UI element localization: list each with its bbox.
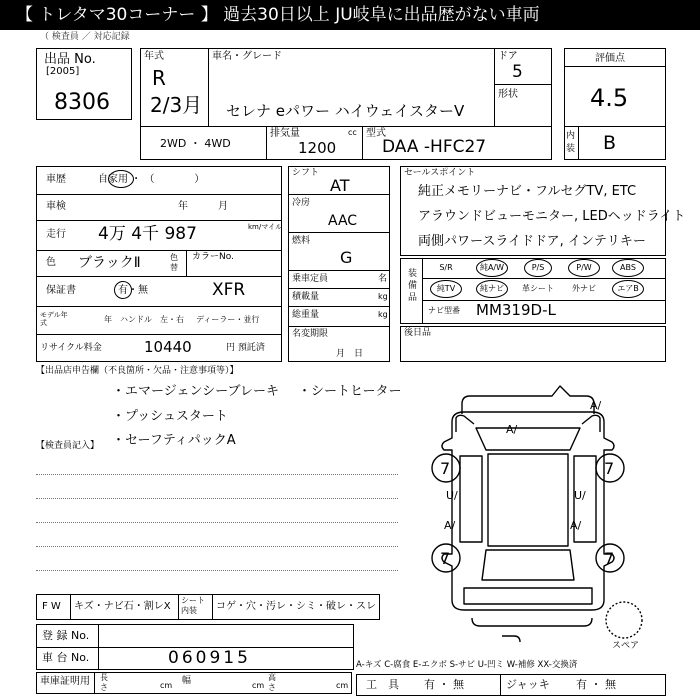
damage-mark: A/ [506, 423, 518, 436]
private-use-circle [108, 170, 134, 188]
capacity-label: 乗車定員 [292, 274, 329, 284]
spare-tire [606, 602, 642, 638]
recycle-fee: 10440 [144, 338, 192, 356]
equipment-circle [430, 280, 462, 298]
declaration-label: 【出品店申告欄（不良箇所・欠品・注意事項等）】 [36, 366, 239, 376]
equipment-item: ABS [620, 263, 636, 272]
year-era: R [152, 66, 166, 90]
seat-value: コゲ・穴・汚レ・シミ・破レ・スレ [216, 601, 376, 612]
tire-depth: 7 [440, 549, 451, 568]
fw-value: キズ・ナビ石・割レX [74, 601, 171, 612]
left-windows [460, 456, 482, 542]
car-bumper-front [582, 415, 600, 432]
damage-mark: U/ [446, 489, 458, 502]
banner-title: 【 トレタマ30コーナー 】 過去30日以上 JU岐阜に出品歴がない車両 [0, 0, 700, 30]
change-label: 名変期限 [292, 329, 329, 339]
warranty-value: 有・無 [118, 285, 148, 296]
shape-label: 形状 [498, 89, 518, 100]
model-year-label: モデル年式 [40, 311, 68, 327]
dealer-label: ディーラー・並行 [196, 315, 260, 324]
reg-label: 登 録 No. [42, 629, 90, 642]
equipment-circle [524, 259, 552, 277]
cert-height-label: 高さ [268, 673, 276, 692]
load-label: 積載量 [292, 292, 320, 302]
equipment-item: P/W [576, 263, 592, 272]
shift-label: シフト [292, 168, 320, 178]
lot-label: 出品 No. [44, 52, 96, 67]
cert-unit: cm [336, 681, 349, 690]
door-label: ドア [498, 51, 518, 62]
color-no-label: カラーNo. [192, 252, 234, 262]
tire-depth: 7 [604, 549, 615, 568]
displacement: 1200 [298, 139, 337, 157]
mileage-label: 走行 [46, 229, 66, 240]
gross-label: 総重量 [292, 310, 320, 320]
color-label: 色 [46, 257, 56, 268]
gross-unit: kg [378, 310, 388, 319]
car-diagram [404, 384, 674, 646]
inspection-value: 年 月 [178, 201, 228, 212]
equipment-item: 革シート [522, 284, 554, 293]
declaration-item: ・エマージェンシーブレーキ [112, 384, 279, 399]
load-unit: kg [378, 292, 388, 301]
cc-unit: cc [348, 128, 357, 137]
equipment-label: 装備品 [408, 269, 418, 303]
car-bumper-front [456, 415, 474, 432]
ac-value: AAC [328, 213, 358, 229]
shift-value: AT [330, 176, 350, 195]
car-bumper-front [462, 386, 594, 414]
drive-type: 2WD ・ 4WD [160, 137, 231, 150]
fuel-label: 燃料 [292, 236, 311, 246]
handle-label: ハンドル 左・右 [120, 315, 184, 324]
model-year-value: 年 [104, 315, 112, 324]
inspector-label: 【検査員記入】 [36, 441, 100, 451]
door-count: 5 [512, 62, 523, 82]
cut-header-text: （ 検査員 ／ 対応記録 [40, 32, 130, 42]
selling-point-line: 両側パワースライドドア, インテリキー [418, 234, 646, 249]
rear-tailgate [464, 588, 592, 604]
roof [488, 454, 568, 546]
cert-label: 車庫証明用 [40, 676, 90, 687]
equipment-item: エアB [617, 284, 639, 293]
declaration-item: ・シートヒーター [298, 384, 402, 399]
seat-label: シート内装 [181, 596, 205, 615]
equipment-circle [568, 259, 600, 277]
mileage-value: 4万 4千 987 [98, 224, 197, 244]
warranty-yes-circle [114, 281, 132, 299]
equipment-circle [612, 259, 644, 277]
fuel-value: G [340, 248, 353, 267]
navi-model-label: ナビ型番 [428, 306, 460, 315]
score-value: 4.5 [590, 84, 629, 112]
ac-label: 冷房 [292, 198, 311, 208]
change-value: 月 日 [336, 349, 364, 359]
post-delivery-box [400, 326, 666, 362]
jack-value: 有 ・ 無 [576, 678, 616, 691]
history-box [36, 166, 282, 362]
fw-label: F W [42, 601, 61, 612]
interior-label: 内装 [566, 131, 576, 154]
year-label: 年式 [144, 51, 164, 62]
lot-year-tag: [2005] [46, 66, 80, 77]
cert-length-label: 長さ [100, 673, 108, 692]
model-label: 型式 [366, 128, 386, 139]
declaration-item: ・セーフティパックA [112, 433, 236, 448]
selling-points-label: セールスポイント [404, 168, 476, 178]
car-bumper-rear [472, 618, 592, 626]
interior-score: B [603, 132, 617, 154]
cert-unit: cm [160, 681, 173, 690]
car-name-label: 車名・グレード [212, 51, 282, 62]
chassis-number: 060915 [168, 648, 251, 668]
declaration-item: ・プッシュスタート [112, 409, 228, 424]
equipment-item: 純A/W [479, 263, 505, 272]
equipment-item: 外ナビ [572, 284, 596, 293]
damage-legend: A-キズ C-腐食 E-エクボ S-サビ U-凹ミ W-補修 XX-交換済 [356, 660, 578, 670]
recycle-label: リサイクル料金 [40, 343, 102, 353]
capacity-unit: 名 [378, 274, 388, 284]
cert-unit: cm [252, 681, 265, 690]
damage-mark: A/ [444, 519, 456, 532]
inspection-label: 車検 [46, 201, 66, 212]
equipment-circle [476, 280, 508, 298]
equipment-item: 純TV [436, 284, 456, 293]
damage-mark: U/ [574, 489, 586, 502]
tools-label: 工 具 [366, 678, 399, 691]
selling-point-line: 純正メモリーナビ・フルセグTV, ETC [418, 184, 637, 199]
color-no: XFR [212, 280, 246, 300]
color-value: ブラックⅡ [78, 255, 141, 271]
tools-value: 有 ・ 無 [424, 678, 464, 691]
rear-window [482, 550, 574, 580]
car-bumper-rear [502, 636, 520, 642]
navi-model: MM319D-L [476, 301, 556, 319]
equipment-item: P/S [531, 263, 545, 272]
equipment-circle [612, 280, 644, 298]
score-label: 評価点 [595, 53, 625, 64]
car-name: セレナ eパワー ハイウェイスターV [226, 102, 465, 120]
lot-number: 8306 [54, 90, 110, 115]
tire-depth: 7 [440, 459, 451, 478]
windshield [476, 428, 580, 450]
damage-mark: A/ [590, 399, 602, 412]
year-month: 2/3月 [150, 93, 203, 117]
post-delivery-label: 後日品 [404, 328, 432, 338]
equipment-circle [476, 259, 508, 277]
recycle-unit: 円 預託済 [226, 343, 265, 353]
equipment-item: 純ナビ [480, 284, 504, 293]
cc-label: 排気量 [270, 128, 300, 139]
history-value: 自家用 ・ （ ） [98, 174, 205, 185]
damage-mark: A/ [570, 519, 582, 532]
warranty-label: 保証書 [46, 285, 76, 296]
color-change-label: 色替 [170, 253, 178, 272]
spare-label: スペア [612, 641, 640, 651]
history-label: 車歴 [46, 174, 66, 185]
model-code: DAA -HFC27 [382, 137, 487, 157]
tire-depth: 7 [604, 459, 615, 478]
equipment-item: S/R [439, 263, 453, 272]
jack-label: ジャッキ [506, 678, 550, 691]
mileage-unit: km/マイル [248, 223, 283, 231]
cert-width-label: 幅 [182, 676, 192, 686]
selling-point-line: アラウンドビューモニター, LEDヘッドライト [418, 209, 686, 224]
chassis-label: 車 台 No. [42, 651, 90, 664]
